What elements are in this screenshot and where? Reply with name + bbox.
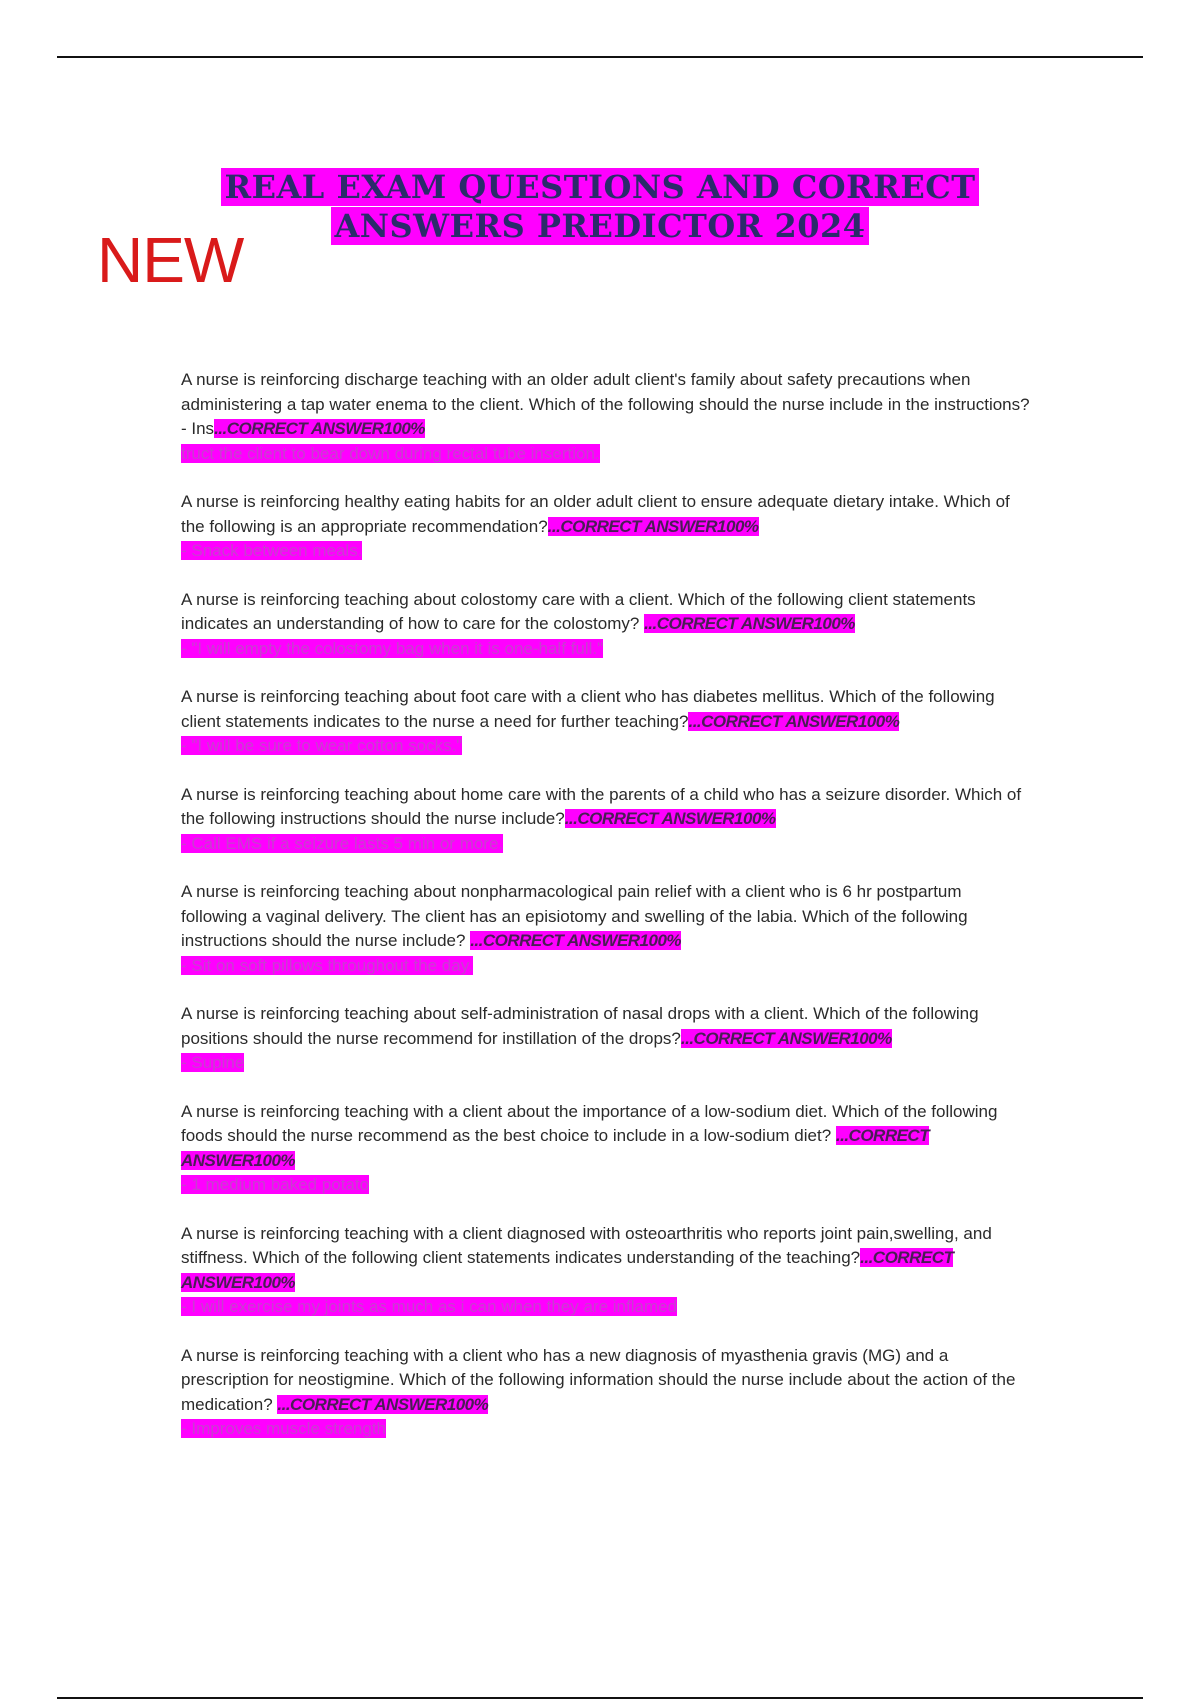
question-item [181, 1222, 1031, 1320]
correct-answer-tag: ...CORRECT ANSWER100% [470, 931, 682, 950]
top-rule [57, 56, 1143, 58]
correct-answer-tag: ...CORRECT ANSWER100% [181, 1126, 930, 1170]
question-item [181, 1344, 1031, 1442]
question-text: A nurse is reinforcing teaching about foot care with a client who has diabetes mellitus. Which of the following client statements indicates to the nurse a need for further teaching? [181, 687, 995, 731]
correct-answer-tag: ...CORRECT ANSWER100% [181, 1248, 954, 1292]
question-text: A nurse is reinforcing teaching about home care with the parents of a child who has a seizure disorder. Which of the following instructions should the nurse include? [181, 784, 1022, 828]
answer-text: - Improves muscle strength [181, 1419, 387, 1438]
question-item [181, 685, 1031, 759]
answer-text: - Supine [181, 1053, 245, 1072]
question-text: A nurse is reinforcing discharge teaching with an older adult client's family about safety precautions when administering a tap water enema to the client. Which of the following should the nurse include in the instructions? - Ins [181, 370, 1030, 438]
question-list [181, 368, 1031, 1466]
question-text: A nurse is reinforcing teaching with a client diagnosed with osteoarthritis who reports joint pain,swelling, and stiffness. Which of the following client statements indicates understanding of the teaching? [181, 1223, 992, 1267]
correct-answer-tag: ...CORRECT ANSWER100% [680, 1028, 892, 1048]
correct-answer-tag: ...CORRECT ANSWER100% [547, 516, 759, 536]
correct-answer-tag: ...CORRECT ANSWER100% [214, 419, 425, 438]
correct-answer-tag: ...CORRECT ANSWER100% [644, 614, 855, 633]
question-item [181, 1002, 1031, 1076]
answer-text: truct the client to bear down during rectal tube insertion. [181, 443, 600, 463]
new-badge: NEW [97, 224, 244, 296]
question-item [181, 1100, 1031, 1198]
question-item [181, 783, 1031, 857]
question-text: A nurse is reinforcing teaching with a client about the importance of a low-sodium diet. Which of the following foods should the nurse recommend as the best choice to include in a low-sodium diet? [181, 1101, 998, 1145]
answer-text: - "I will be sure to wear cotton socks." [181, 736, 463, 755]
question-item [181, 368, 1031, 466]
document-title [200, 168, 1000, 246]
correct-answer-tag: ...CORRECT ANSWER100% [564, 809, 776, 828]
question-text: A nurse is reinforcing teaching about colostomy care with a client. Which of the following client statements indicates an understanding of how to care for the colostomy? [181, 589, 976, 633]
title-line-1: REAL EXAM QUESTIONS AND CORRECT [221, 168, 978, 206]
answer-text: - Snack between meals. [181, 541, 363, 560]
title-line-2: ANSWERS PREDICTOR 2024 [331, 207, 868, 245]
question-text: A nurse is reinforcing teaching about nonpharmacological pain relief with a client who is 6 hr postpartum following a vaginal delivery. The client has an episiotomy and swelling of the labia. Which of the following instructions should the nurse include? [181, 882, 968, 950]
question-item [181, 588, 1031, 662]
correct-answer-tag: ...CORRECT ANSWER100% [277, 1394, 489, 1414]
answer-text: - "I will empty the colostomy bag when it is one-half full." [181, 638, 604, 658]
answer-text: - Sit on soft pillows throughout the day. [181, 955, 473, 975]
question-item [181, 880, 1031, 978]
answer-text: - I will exercise my joints as much as i can when they are inflamed [181, 1297, 678, 1316]
bottom-rule [57, 1697, 1143, 1699]
question-text: A nurse is reinforcing teaching about self-administration of nasal drops with a client. Which of the following positions should the nurse recommend for instillation of the drops? [181, 1004, 979, 1048]
correct-answer-tag: ...CORRECT ANSWER100% [688, 711, 900, 731]
answer-text: - Call EMS if a seizure lasts 5 min or more. [181, 833, 504, 853]
question-text: A nurse is reinforcing healthy eating habits for an older adult client to ensure adequate dietary intake. Which of the following is an appropriate recommendation? [181, 492, 1010, 536]
question-text: A nurse is reinforcing teaching with a client who has a new diagnosis of myasthenia gravis (MG) and a prescription for neostigmine. Which of the following information should the nurse include about the action of the medication? [181, 1345, 1016, 1414]
answer-text: - 1 medium baked potato [181, 1175, 370, 1194]
question-item [181, 490, 1031, 564]
